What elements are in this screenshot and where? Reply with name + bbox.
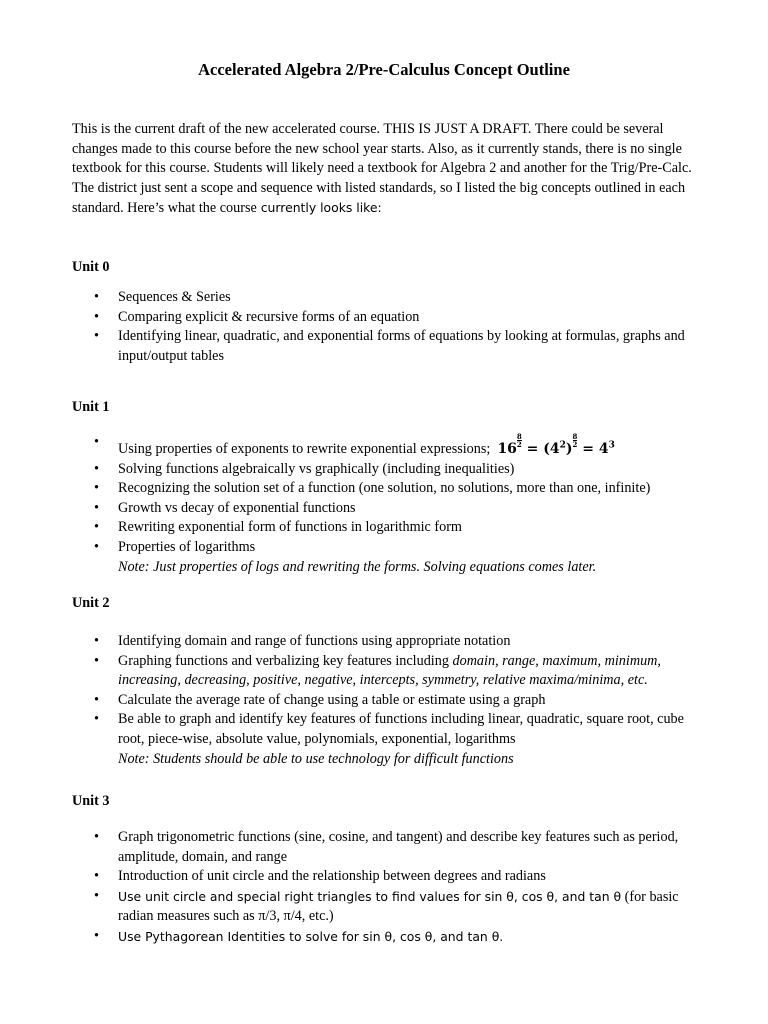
list-item-text: (for basic radian measures such as π/3, π/4, etc.) bbox=[118, 888, 679, 925]
list-item bbox=[72, 518, 708, 538]
list-item bbox=[72, 479, 708, 499]
intro-text: This is the current draft of the new accelerated course. THIS IS JUST A DRAFT. There could be several changes made to this course before the new school year starts. Also, as it currently stands, there is no single textbook for this course. Students will likely need a textbook for Algebra 2 and another for the Trig/Pre-Calc. The district just sent a scope and sequence with listed standards, so I listed the big concepts outlined in each standard. Here’s what the course bbox=[72, 121, 692, 217]
math-part: ) bbox=[565, 441, 573, 457]
list-item-text: Solving functions algebraically vs graphically (including inequalities) bbox=[118, 460, 515, 477]
list-item-text: Properties of logarithms bbox=[118, 538, 256, 555]
list-item bbox=[72, 828, 708, 867]
list-item-text: Recognizing the solution set of a function (one solution, no solutions, more than one, infinite) bbox=[118, 480, 651, 497]
fraction-denominator: 2 bbox=[516, 440, 522, 449]
bullet-icon: • bbox=[94, 289, 99, 305]
list-item bbox=[72, 887, 708, 927]
list-item-text: Use Pythagorean Identities to solve for sin θ, cos θ, and tan θ. bbox=[118, 928, 504, 944]
list-item-text: Rewriting exponential form of functions in logarithmic form bbox=[118, 519, 462, 536]
list-item-text: Use unit circle and special right triangles to find values for sin θ, cos θ, and tan θ bbox=[118, 888, 622, 904]
list-item bbox=[72, 710, 708, 769]
list-item bbox=[72, 691, 708, 711]
list-item bbox=[72, 308, 708, 328]
bullet-icon: • bbox=[94, 328, 99, 345]
bullet-icon: • bbox=[94, 434, 99, 450]
intro-tail: currently looks like: bbox=[256, 200, 382, 216]
unit-3-heading: Unit 3 bbox=[72, 793, 110, 809]
fraction-numerator: 8 bbox=[516, 432, 522, 441]
math-part: = (4 bbox=[521, 441, 560, 457]
math-part: = 4 bbox=[577, 441, 609, 457]
unit-2-note: Note: Students should be able to use technology for difficult functions bbox=[118, 750, 514, 767]
unit-3-list bbox=[72, 828, 708, 948]
unit-0-heading: Unit 0 bbox=[72, 259, 110, 275]
list-item bbox=[72, 460, 708, 480]
list-item-text: Sequences & Series bbox=[118, 289, 231, 305]
list-item-text: Calculate the average rate of change using a table or estimate using a graph bbox=[118, 691, 546, 708]
math-exponent: 2 bbox=[559, 440, 566, 451]
bullet-icon: • bbox=[94, 829, 99, 845]
list-item bbox=[72, 632, 708, 652]
exponent-equation bbox=[497, 432, 615, 457]
bullet-icon: • bbox=[94, 652, 99, 669]
intro-paragraph bbox=[72, 120, 702, 219]
list-item-italic-text: domain, range, maximum, minimum, increasing, decreasing, positive, negative, intercepts, symmetry, relative maxima/minima, etc. bbox=[118, 652, 661, 689]
list-item bbox=[72, 327, 708, 366]
list-item-text: Using properties of exponents to rewrite exponential expressions; bbox=[118, 441, 491, 457]
fraction-numerator: 8 bbox=[572, 432, 578, 441]
list-item-text: Identifying linear, quadratic, and exponential forms of equations by looking at formulas, graphs and input/output tables bbox=[118, 328, 685, 364]
bullet-icon: • bbox=[94, 480, 99, 497]
unit-2-heading: Unit 2 bbox=[72, 595, 110, 611]
list-item-text: Graph trigonometric functions (sine, cosine, and tangent) and describe key features such as period, amplitude, domain, and range bbox=[118, 829, 679, 865]
unit-1-list bbox=[72, 433, 708, 577]
unit-1-heading: Unit 1 bbox=[72, 399, 110, 415]
math-exponent: 3 bbox=[608, 440, 615, 451]
page-title: Accelerated Algebra 2/Pre-Calculus Concept Outline bbox=[198, 60, 570, 79]
list-item bbox=[72, 433, 708, 460]
bullet-icon: • bbox=[94, 887, 99, 904]
unit-2-list bbox=[72, 632, 708, 769]
list-item-text: Graphing functions and verbalizing key features including bbox=[118, 652, 453, 669]
list-item bbox=[72, 867, 708, 887]
list-item-text: Comparing explicit & recursive forms of an equation bbox=[118, 308, 420, 325]
list-item bbox=[72, 652, 708, 691]
bullet-icon: • bbox=[94, 633, 99, 649]
unit-0-list bbox=[72, 288, 708, 366]
list-item bbox=[72, 499, 708, 519]
bullet-icon: • bbox=[94, 711, 99, 728]
bullet-icon: • bbox=[94, 460, 99, 477]
bullet-icon: • bbox=[94, 868, 99, 885]
bullet-icon: • bbox=[94, 538, 99, 555]
list-item-text: Identifying domain and range of functions using appropriate notation bbox=[118, 633, 511, 649]
list-item-text: Be able to graph and identify key features of functions including linear, quadratic, square root, cube root, piece-wise, absolute value, polynomials, exponential, logarithms bbox=[118, 711, 684, 747]
list-item-text: Growth vs decay of exponential functions bbox=[118, 499, 356, 516]
list-item bbox=[72, 538, 708, 577]
list-item bbox=[72, 288, 708, 308]
bullet-icon: • bbox=[94, 927, 99, 944]
bullet-icon: • bbox=[94, 308, 99, 325]
fraction-denominator: 2 bbox=[572, 440, 578, 449]
bullet-icon: • bbox=[94, 519, 99, 536]
math-base: 16 bbox=[497, 441, 517, 457]
unit-1-note: Note: Just properties of logs and rewriting the forms. Solving equations comes later. bbox=[118, 558, 597, 575]
bullet-icon: • bbox=[94, 691, 99, 708]
list-item-text: Introduction of unit circle and the relationship between degrees and radians bbox=[118, 868, 546, 885]
bullet-icon: • bbox=[94, 499, 99, 516]
list-item bbox=[72, 927, 708, 948]
